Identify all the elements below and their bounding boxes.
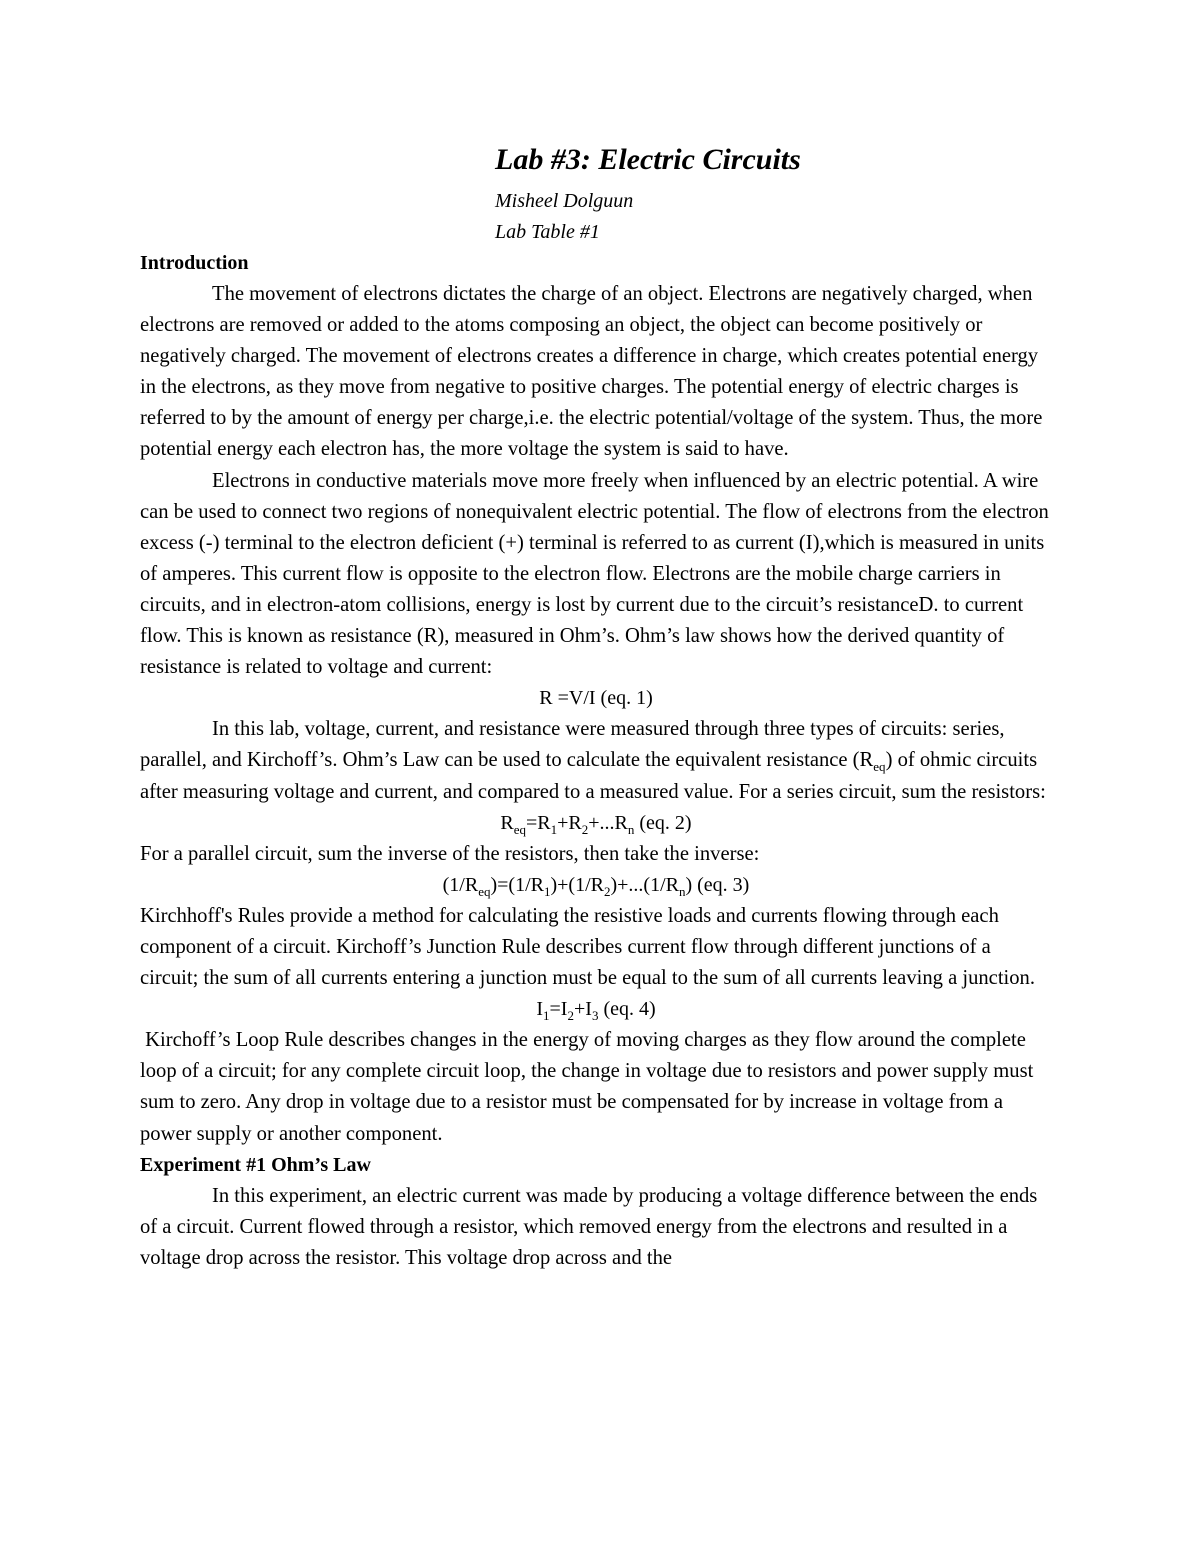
page-title: Lab #3: Electric Circuits (495, 143, 801, 176)
section-heading-experiment-1: Experiment #1 Ohm’s Law (140, 1153, 371, 1176)
equation-3: $(1/R_{eq})=(1/R_1)+(1/R_2)+...(1/R_n)$ (eq. 3) (442, 873, 750, 899)
paragraph: In this lab, voltage, current, and resistance were measured through three types of circuits: series, parallel, and Kirchoff’s. Ohm’s Law can be used to calculate the equivalent resistance $(R_{eq})$ of ohmic circuits after measuring voltage and current, and compared to a measured value. For a series circuit, sum the resistors: (140, 718, 1046, 803)
equation-1: R =V/I (eq. 1) (539, 687, 653, 710)
title-block (495, 140, 1015, 248)
equation-2: $R_{eq}=R_1+R_2+...R_n$ (eq. 2) (500, 811, 692, 837)
lab-table: Lab Table #1 (495, 221, 600, 243)
equation-4: $I_1=I_2+I_3$ (eq. 4) (536, 998, 656, 1024)
document-page (140, 140, 1052, 1274)
paragraph: The movement of electrons dictates the charge of an object. Electrons are negatively charged, when electrons are removed or added to the atoms composing an object, the object can become positively or negatively charged. The movement of electrons creates a difference in charge, which creates potential energy in the electrons, as they move from negative to positive charges. The potential energy of electric charges is referred to by the amount of energy per charge,i.e. the electric potential/voltage of the system. Thus, the more potential energy each electron has, the more voltage the system is said to have. (140, 283, 1043, 461)
paragraph: In this experiment, an electric current was made by producing a voltage difference between the ends of a circuit. Current flowed through a resistor, which removed energy from the electrons and resulted in a voltage drop across the resistor. This voltage drop across and the (140, 1184, 1038, 1269)
section-heading-introduction: Introduction (140, 252, 249, 274)
paragraph: Kirchoff’s Loop Rule describes changes in the energy of moving charges as they flow around the complete loop of a circuit; for any complete circuit loop, the change in voltage due to resistors and power supply must sum to zero. Any drop in voltage due to a resistor must be compensated for by increase in voltage from a power supply or another component. (140, 1029, 1039, 1145)
paragraph: Kirchhoff's Rules provide a method for calculating the resistive loads and currents flowing through each component of a circuit. Kirchoff’s Junction Rule describes current flow through different junctions of a circuit; the sum of all currents entering a junction must be equal to the sum of all currents leaving a junction. (140, 904, 1036, 990)
paragraph: For a parallel circuit, sum the inverse of the resistors, then take the inverse: (140, 842, 760, 865)
paragraph: Electrons in conductive materials move more freely when influenced by an electric potential. A wire can be used to connect two regions of nonequivalent electric potential. The flow of electrons from the electron excess (-) terminal to the electron deficient (+) terminal is referred to as current (I),which is measured in units of amperes. This current flow is opposite to the electron flow. Electrons are the mobile charge carriers in circuits, and in electron-atom collisions, energy is lost by current due to the circuit’s resistanceD. to current flow. This is known as resistance (R), measured in Ohm’s. Ohm’s law shows how the derived quantity of resistance is related to voltage and current: (140, 469, 1049, 679)
author-name: Misheel Dolguun (495, 190, 634, 212)
